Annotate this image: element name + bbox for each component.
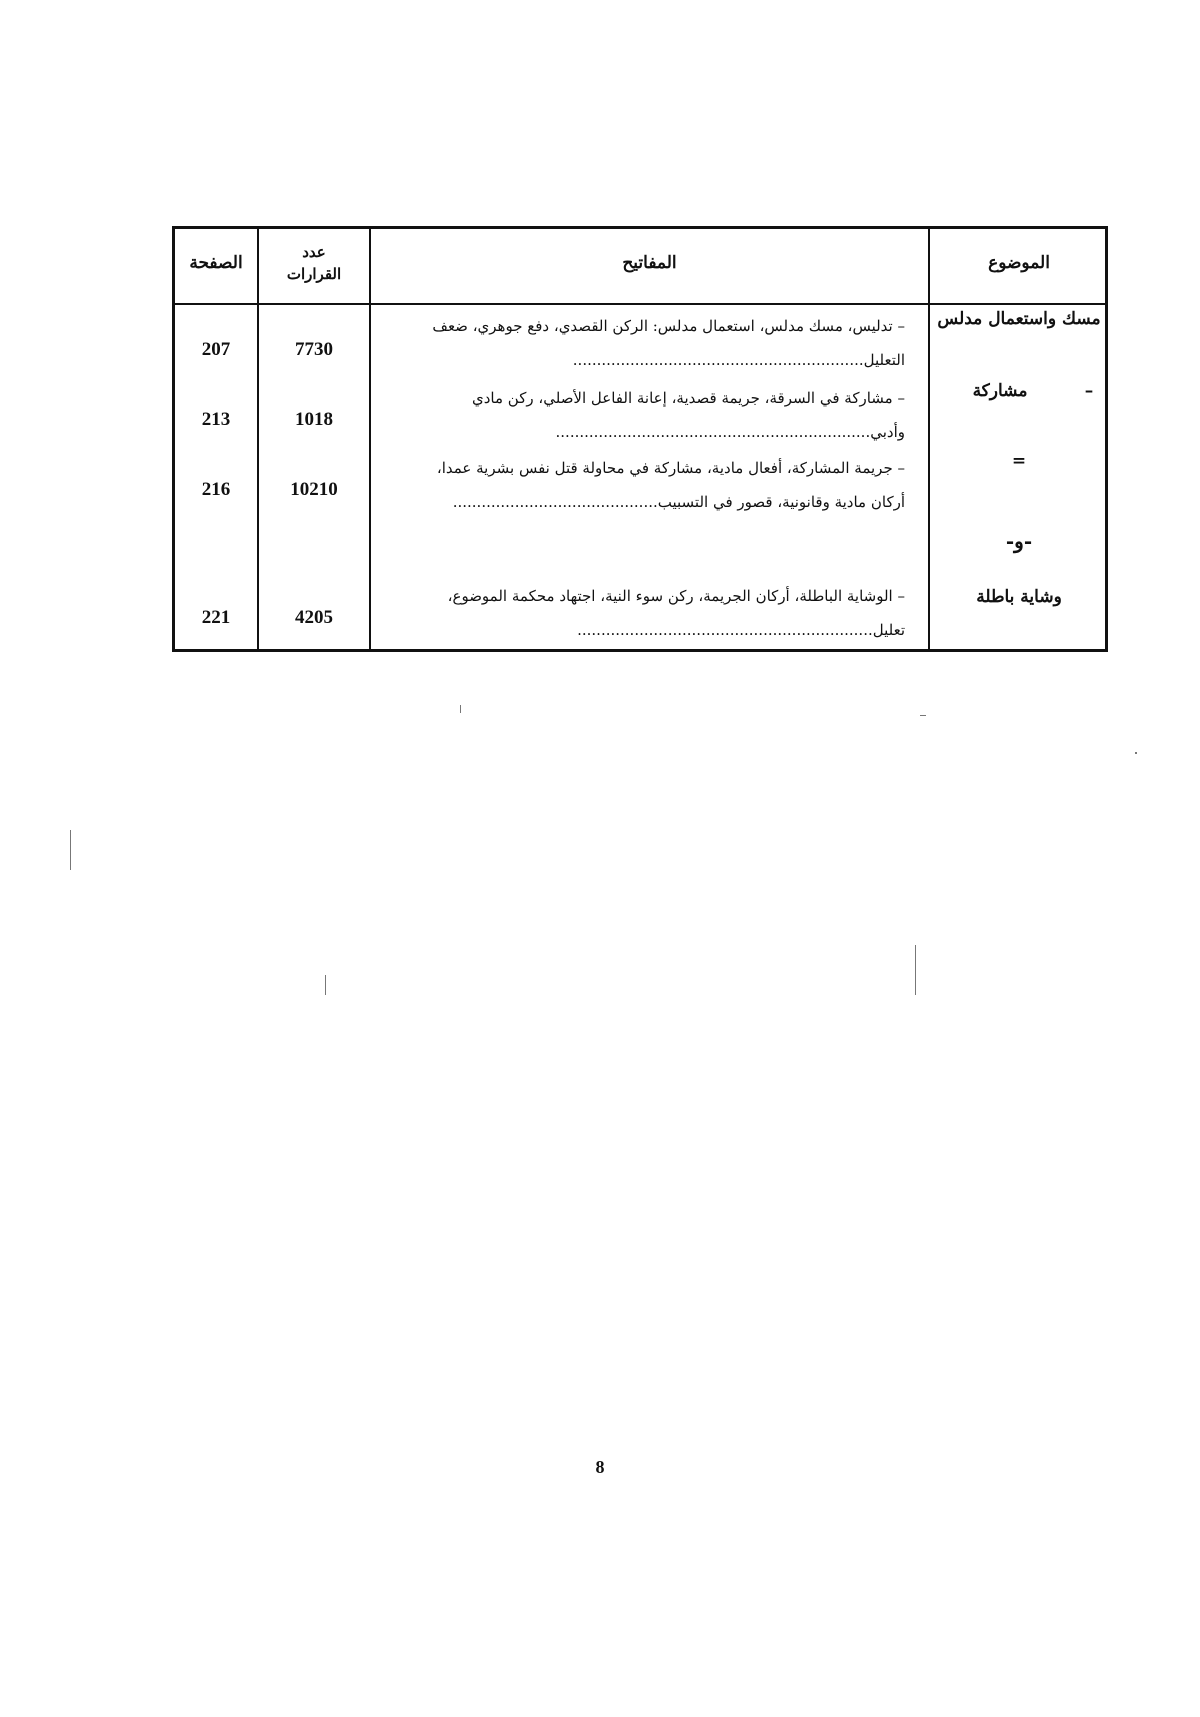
row-5-count: 4205 — [295, 607, 333, 628]
column-divider — [928, 229, 930, 649]
row-3-count: 10210 — [290, 479, 338, 500]
row-3-dots: ........................................... — [452, 493, 658, 511]
row-5-keys-tail: تعليل — [872, 621, 905, 639]
row-5-keys-line2 — [385, 613, 905, 647]
row-1-page: 207 — [201, 339, 231, 360]
header-divider — [175, 303, 1105, 305]
row-5-keys-line1: – الوشاية الباطلة، أركان الجريمة، ركن سوء النية، اجتهاد محكمة الموضوع، — [447, 587, 905, 605]
header-subject: الموضوع — [988, 253, 1050, 273]
row-1-dots: ............................................................. — [572, 351, 864, 369]
row-3-keys-tail: أركان مادية وقانونية، قصور في التسبيب — [657, 493, 905, 511]
index-table — [172, 226, 1108, 652]
header-count-line1: عدد — [302, 243, 326, 261]
column-divider — [257, 229, 259, 649]
row-2-dots: .................................................................. — [555, 423, 871, 441]
row-5-page: 221 — [201, 607, 231, 628]
row-3-page: 216 — [201, 479, 231, 500]
scan-speck — [920, 715, 926, 716]
row-2-count: 1018 — [295, 409, 333, 430]
section-letter: -و- — [1005, 529, 1033, 553]
scan-speck — [1135, 752, 1137, 754]
row-2-keys-line1: – مشاركة في السرقة، جريمة قصدية، إعانة الفاعل الأصلي، ركن مادي — [472, 389, 905, 407]
scan-speck — [915, 945, 916, 995]
row-3-keys-line2 — [385, 485, 905, 519]
row-2-keys-tail: وأدبي — [870, 423, 905, 441]
row-1-count: 7730 — [295, 339, 333, 360]
row-5-dots: .............................................................. — [577, 621, 873, 639]
row-2-subject-mark: – — [1084, 381, 1094, 401]
header-count-line2: القرارات — [286, 265, 342, 283]
row-2-page: 213 — [201, 409, 231, 430]
row-5-subject: وشاية باطلة — [976, 587, 1062, 607]
page-number: 8 — [595, 1457, 605, 1477]
row-1-subject: مسك واستعمال مدلس — [937, 309, 1101, 329]
row-3-subject: = — [1011, 451, 1027, 471]
row-2-subject: مشاركة — [972, 381, 1028, 401]
row-2-keys-line2 — [385, 415, 905, 449]
header-keys: المفاتيح — [622, 253, 677, 273]
header-count — [259, 241, 369, 285]
row-1-keys-tail: التعليل — [863, 351, 905, 369]
header-page: الصفحة — [189, 253, 243, 273]
row-1-keys-line1: – تدليس، مسك مدلس، استعمال مدلس: الركن القصدي، دفع جوهري، ضعف — [432, 317, 905, 335]
column-divider — [369, 229, 371, 649]
row-3-keys-line1: – جريمة المشاركة، أفعال مادية، مشاركة في محاولة قتل نفس بشرية عمدا، — [436, 459, 905, 477]
scan-speck — [325, 975, 326, 995]
scan-speck — [460, 705, 461, 713]
row-1-keys-line2 — [385, 343, 905, 377]
scan-speck — [70, 830, 71, 870]
